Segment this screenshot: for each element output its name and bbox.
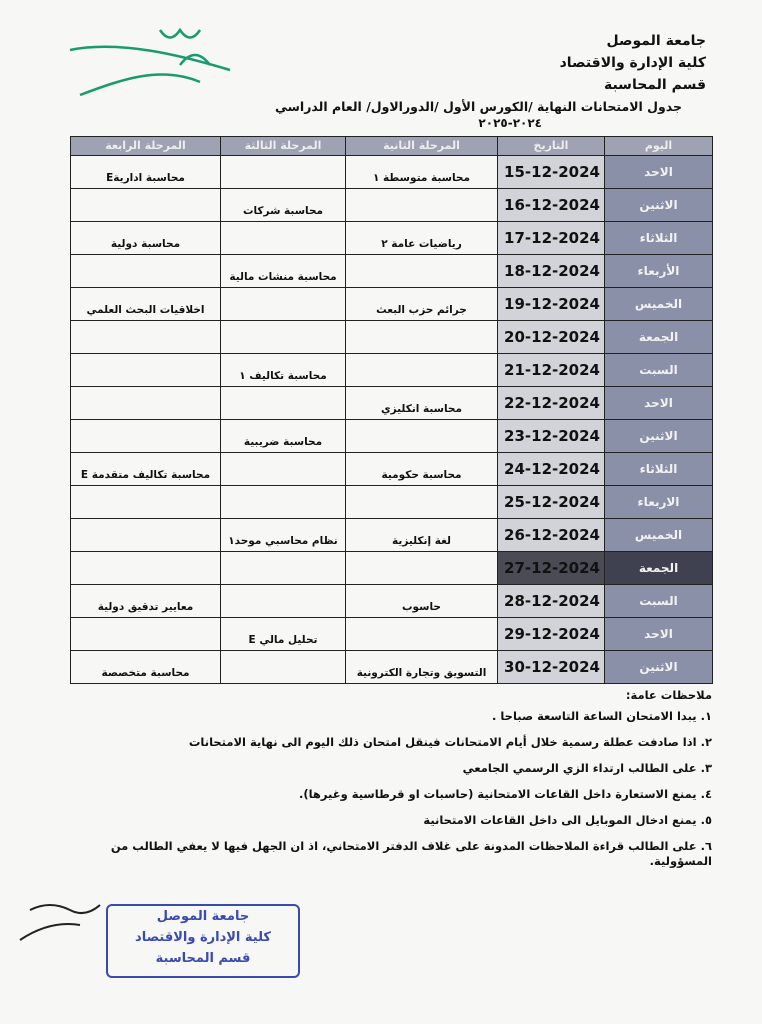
day-cell: الاثنين [605, 420, 713, 453]
stage-3-exam [221, 156, 346, 189]
date-cell: 17-12-2024 [498, 222, 605, 255]
notes-heading: ملاحظات عامة: [625, 688, 712, 702]
handwritten-approval-signature [60, 10, 260, 100]
table-row [71, 189, 713, 222]
stamp-line: جامعة الموصل [156, 909, 250, 924]
table-row [71, 552, 713, 585]
day-cell: الاحد [605, 156, 713, 189]
department-stamp [106, 904, 300, 978]
table-row [71, 420, 713, 453]
stage-2-exam [346, 552, 498, 585]
date-cell: 29-12-2024 [498, 618, 605, 651]
note-item: ٤. يمنع الاستعارة داخل القاعات الامتحانية (حاسبات او قرطاسية وغيرها). [298, 787, 712, 801]
column-header-stage-2: المرحلة الثانية [346, 137, 498, 156]
day-cell: الاحد [605, 618, 713, 651]
date-cell: 26-12-2024 [498, 519, 605, 552]
stage-3-exam [221, 222, 346, 255]
table-row [71, 651, 713, 684]
table-row [71, 288, 713, 321]
stage-3-exam: محاسبة شركات [221, 189, 346, 222]
department-name: قسم المحاسبة [603, 77, 706, 93]
stage-3-exam [221, 288, 346, 321]
stage-3-exam: محاسبة ضريبية [221, 420, 346, 453]
date-cell: 20-12-2024 [498, 321, 605, 354]
date-cell: 19-12-2024 [498, 288, 605, 321]
stage-3-exam [221, 453, 346, 486]
stage-3-exam [221, 552, 346, 585]
date-cell: 27-12-2024 [498, 552, 605, 585]
date-cell: 22-12-2024 [498, 387, 605, 420]
stage-2-exam [346, 321, 498, 354]
stage-2-exam: رياضيات عامة ٢ [346, 222, 498, 255]
stage-4-exam: محاسبة اداريةE [71, 156, 221, 189]
stage-2-exam: محاسبة متوسطة ١ [346, 156, 498, 189]
stage-4-exam [71, 321, 221, 354]
stage-4-exam: محاسبة تكاليف متقدمة E [71, 453, 221, 486]
stamp-line: كلية الإدارة والاقتصاد [135, 930, 271, 945]
stage-2-exam [346, 354, 498, 387]
table-row [71, 585, 713, 618]
stage-2-exam [346, 189, 498, 222]
day-cell: السبت [605, 354, 713, 387]
stage-2-exam: التسويق وتجارة الكترونية [346, 651, 498, 684]
note-item: ٥. يمنع ادخال الموبايل الى داخل القاعات الامتحانية [423, 813, 712, 827]
note-item: ٦. على الطالب قراءة الملاحظات المدونة على غلاف الدفتر الامتحاني، اذ ان الجهل فيها لا يعفي الطالب من المسؤولية. [110, 839, 712, 868]
stage-4-exam [71, 420, 221, 453]
stage-4-exam: معايير تدقيق دولية [71, 585, 221, 618]
stage-4-exam: محاسبة متخصصة [71, 651, 221, 684]
stage-2-exam: محاسبة انكليزي [346, 387, 498, 420]
stage-2-exam: محاسبة حكومية [346, 453, 498, 486]
note-item: ٢. اذا صادفت عطلة رسمية خلال أيام الامتحانات فينقل امتحان ذلك اليوم الى نهاية الامتحانات [188, 735, 712, 749]
table-row [71, 486, 713, 519]
general-notes [70, 688, 712, 869]
table-row [71, 519, 713, 552]
column-header-stage-3: المرحلة الثالثة [221, 137, 346, 156]
table-row [71, 387, 713, 420]
exam-schedule-table [70, 136, 713, 684]
date-cell: 18-12-2024 [498, 255, 605, 288]
day-cell: السبت [605, 585, 713, 618]
stage-4-exam [71, 387, 221, 420]
day-cell: الجمعة [605, 552, 713, 585]
column-header-stage-4: المرحلة الرابعة [71, 137, 221, 156]
table-row [71, 321, 713, 354]
stage-3-exam: محاسبة منشات مالية [221, 255, 346, 288]
schedule-title: جدول الامتحانات النهاية /الكورس الأول /الدورالاول/ العام الدراسي [274, 99, 682, 114]
table-row [71, 255, 713, 288]
day-cell: الاثنين [605, 189, 713, 222]
stage-2-exam [346, 486, 498, 519]
day-cell: الخميس [605, 519, 713, 552]
day-cell: الاحد [605, 387, 713, 420]
table-row [71, 453, 713, 486]
document-body [70, 98, 712, 880]
date-cell: 21-12-2024 [498, 354, 605, 387]
academic-year: ٢٠٢٤-٢٠٢٥ [478, 116, 542, 130]
stage-2-exam [346, 420, 498, 453]
stage-2-exam: جرائم حزب البعث [346, 288, 498, 321]
stage-3-exam [221, 651, 346, 684]
stage-2-exam: لغة إنكليزية [346, 519, 498, 552]
day-cell: الاربعاء [605, 486, 713, 519]
stage-3-exam: محاسبة تكاليف ١ [221, 354, 346, 387]
handwritten-signature [10, 880, 110, 950]
note-item: ١. يبدا الامتحان الساعة التاسعة صباحا . [491, 709, 712, 723]
date-cell: 28-12-2024 [498, 585, 605, 618]
stamp-line: قسم المحاسبة [155, 951, 251, 966]
day-cell: الثلاثاء [605, 222, 713, 255]
university-name: جامعة الموصل [606, 33, 706, 49]
stage-3-exam [221, 486, 346, 519]
stage-2-exam: حاسوب [346, 585, 498, 618]
college-name: كلية الإدارة والاقتصاد [559, 55, 706, 71]
stage-4-exam [71, 618, 221, 651]
note-item: ٣. على الطالب ارتداء الزي الرسمي الجامعي [462, 761, 712, 775]
column-header-day: اليوم [605, 137, 713, 156]
day-cell: الثلاثاء [605, 453, 713, 486]
table-row [71, 618, 713, 651]
stage-3-exam [221, 387, 346, 420]
table-row [71, 156, 713, 189]
letterhead [560, 30, 706, 96]
stage-4-exam [71, 354, 221, 387]
date-cell: 23-12-2024 [498, 420, 605, 453]
column-header-date: التاريخ [498, 137, 605, 156]
table-header-row [71, 137, 713, 156]
stage-4-exam [71, 519, 221, 552]
date-cell: 15-12-2024 [498, 156, 605, 189]
stage-4-exam: محاسبة دولية [71, 222, 221, 255]
table-row [71, 354, 713, 387]
date-cell: 24-12-2024 [498, 453, 605, 486]
day-cell: الأربعاء [605, 255, 713, 288]
date-cell: 16-12-2024 [498, 189, 605, 222]
date-cell: 25-12-2024 [498, 486, 605, 519]
day-cell: الاثنين [605, 651, 713, 684]
day-cell: الخميس [605, 288, 713, 321]
stage-3-exam: نظام محاسبي موحد١ [221, 519, 346, 552]
stage-4-exam [71, 255, 221, 288]
stage-4-exam [71, 189, 221, 222]
stage-4-exam: اخلاقيات البحث العلمي [71, 288, 221, 321]
table-row [71, 222, 713, 255]
stage-3-exam: تحليل مالي E [221, 618, 346, 651]
day-cell: الجمعة [605, 321, 713, 354]
date-cell: 30-12-2024 [498, 651, 605, 684]
stage-4-exam [71, 486, 221, 519]
stage-2-exam [346, 618, 498, 651]
stage-3-exam [221, 321, 346, 354]
stage-4-exam [71, 552, 221, 585]
stage-2-exam [346, 255, 498, 288]
stage-3-exam [221, 585, 346, 618]
